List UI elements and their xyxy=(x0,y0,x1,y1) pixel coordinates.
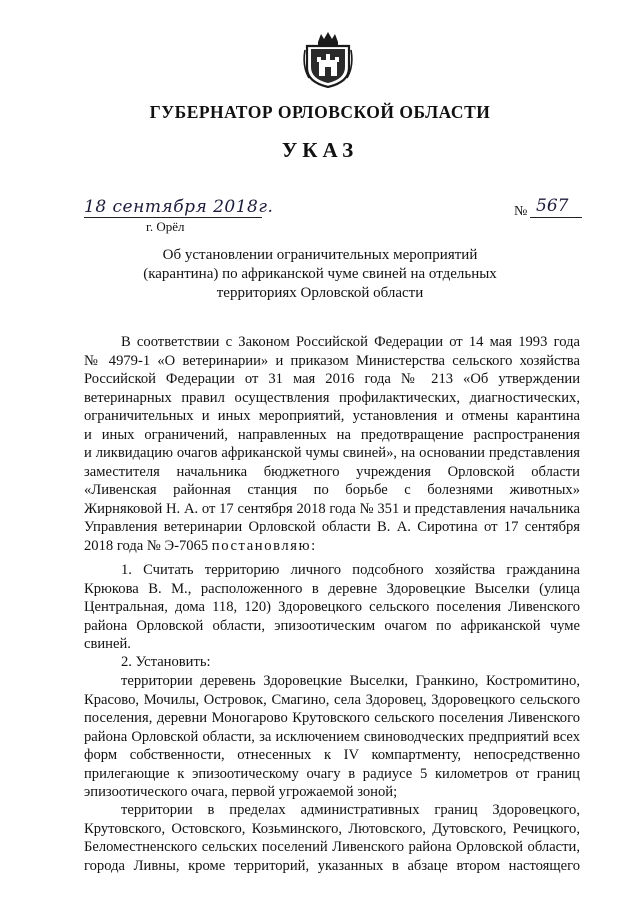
subject-line: (карантина) по африканской чуме свиней на отдельных xyxy=(143,266,497,282)
text-line: В соответствии с Законом Российской Федерации от 14 мая 1993 года xyxy=(121,334,580,350)
text-line: форм собственности, отнесенных к IV компартменту, непосредственно xyxy=(84,747,580,763)
text-line: поселения, деревни Моногарово Крутовского сельского поселения Ливенского xyxy=(84,710,580,726)
text-line: территории деревень Здоровецкие Выселки, Гранкино, Костромитино, xyxy=(121,673,580,689)
decree-word: постановляю: xyxy=(211,537,317,554)
text-line: Беломестненского сельских поселений Ливенского района Орловской области, xyxy=(84,839,580,855)
text-line: заместителя начальника бюджетного учреждения Орловской области xyxy=(84,463,580,480)
text-line: Крюкова В. М., расположенного в деревне Здоровецкие Выселки (улица xyxy=(84,580,580,597)
number-underline xyxy=(530,217,582,218)
subject-line: территориях Орловской области xyxy=(216,285,424,301)
text-line: района Орловской области, эпизоотическим очагом по африканской чуме xyxy=(84,617,580,634)
text-line: Крутовского, Остовского, Козьминского, Лютовского, Дутовского, Речицкого, xyxy=(84,820,580,837)
text-line: Жирняковой Н. А. от 17 сентября 2018 года № 351 и представления начальника xyxy=(84,500,580,517)
text-line: ограничительных и иных мероприятий, установления и отмены карантина xyxy=(84,408,580,424)
text-line: № 4979-1 «О ветеринарии» и приказом Министерства сельского хозяйства xyxy=(84,352,580,369)
text-line: Красово, Мочилы, Островок, Смагино, села Здоровец, Здоровецкого сельского xyxy=(84,691,580,708)
text-line: и ликвидацию очагов африканской чумы свиней», на основании представления xyxy=(84,445,580,461)
text-line: и иных ограничений, направленных на предотвращение распространения xyxy=(84,426,580,443)
coat-of-arms-icon xyxy=(303,30,353,88)
text-line: 1. Считать территорию личного подсобного хозяйства гражданина xyxy=(121,562,580,578)
item-1-paragraph xyxy=(84,561,580,654)
text-line: прилегающие к эпизоотическому очагу в радиусе 5 километров от границ xyxy=(84,765,580,782)
text-line xyxy=(84,537,580,556)
city-label: г. Орёл xyxy=(146,219,185,234)
subject-line: Об установлении ограничительных мероприятий xyxy=(162,247,478,263)
text-line: Управления ветеринарии Орловской области В. А. Сиротина от 17 сентября xyxy=(84,519,580,535)
number-label: № xyxy=(514,204,528,219)
handwritten-date: 18 сентября 2018г. xyxy=(84,197,274,217)
text-line: Российской Федерации от 31 мая 2016 года № 213 «Об утверждении xyxy=(84,371,580,387)
document-subject xyxy=(0,246,640,303)
text-line: «Ливенская районная станция по борьбе с болезнями животных» xyxy=(84,482,580,498)
handwritten-number: 567 xyxy=(536,196,569,216)
text-line: района Орловской области, за исключением свиноводческих предприятий всех xyxy=(84,728,580,745)
item-2-paragraph-1 xyxy=(84,672,580,802)
preamble-paragraph xyxy=(84,333,580,555)
org-title: ГУБЕРНАТОР ОРЛОВСКОЙ ОБЛАСТИ xyxy=(149,102,491,122)
text-line: города Ливны, кроме территорий, указанных в абзаце втором настоящего xyxy=(84,857,580,874)
item-2-paragraph-2 xyxy=(84,801,580,875)
text-line: территории в пределах административных границ Здоровецкого, xyxy=(121,802,580,818)
item-2-heading xyxy=(84,653,580,672)
text-line: ветеринарных правил осуществления профилактических, диагностических, xyxy=(84,389,580,406)
text-line: свиней. xyxy=(84,636,131,652)
text-line: Центральная, дома 118, 120) Здоровецкого сельского поселения Ливенского xyxy=(84,599,580,615)
text-line: 2. Установить: xyxy=(121,654,211,670)
preamble-tail: 2018 года № Э-7065 xyxy=(84,537,209,554)
date-underline xyxy=(84,217,262,218)
text-line: эпизоотического очага, первой угрожаемой зоной; xyxy=(84,784,398,800)
document-type: УКАЗ xyxy=(281,138,359,162)
